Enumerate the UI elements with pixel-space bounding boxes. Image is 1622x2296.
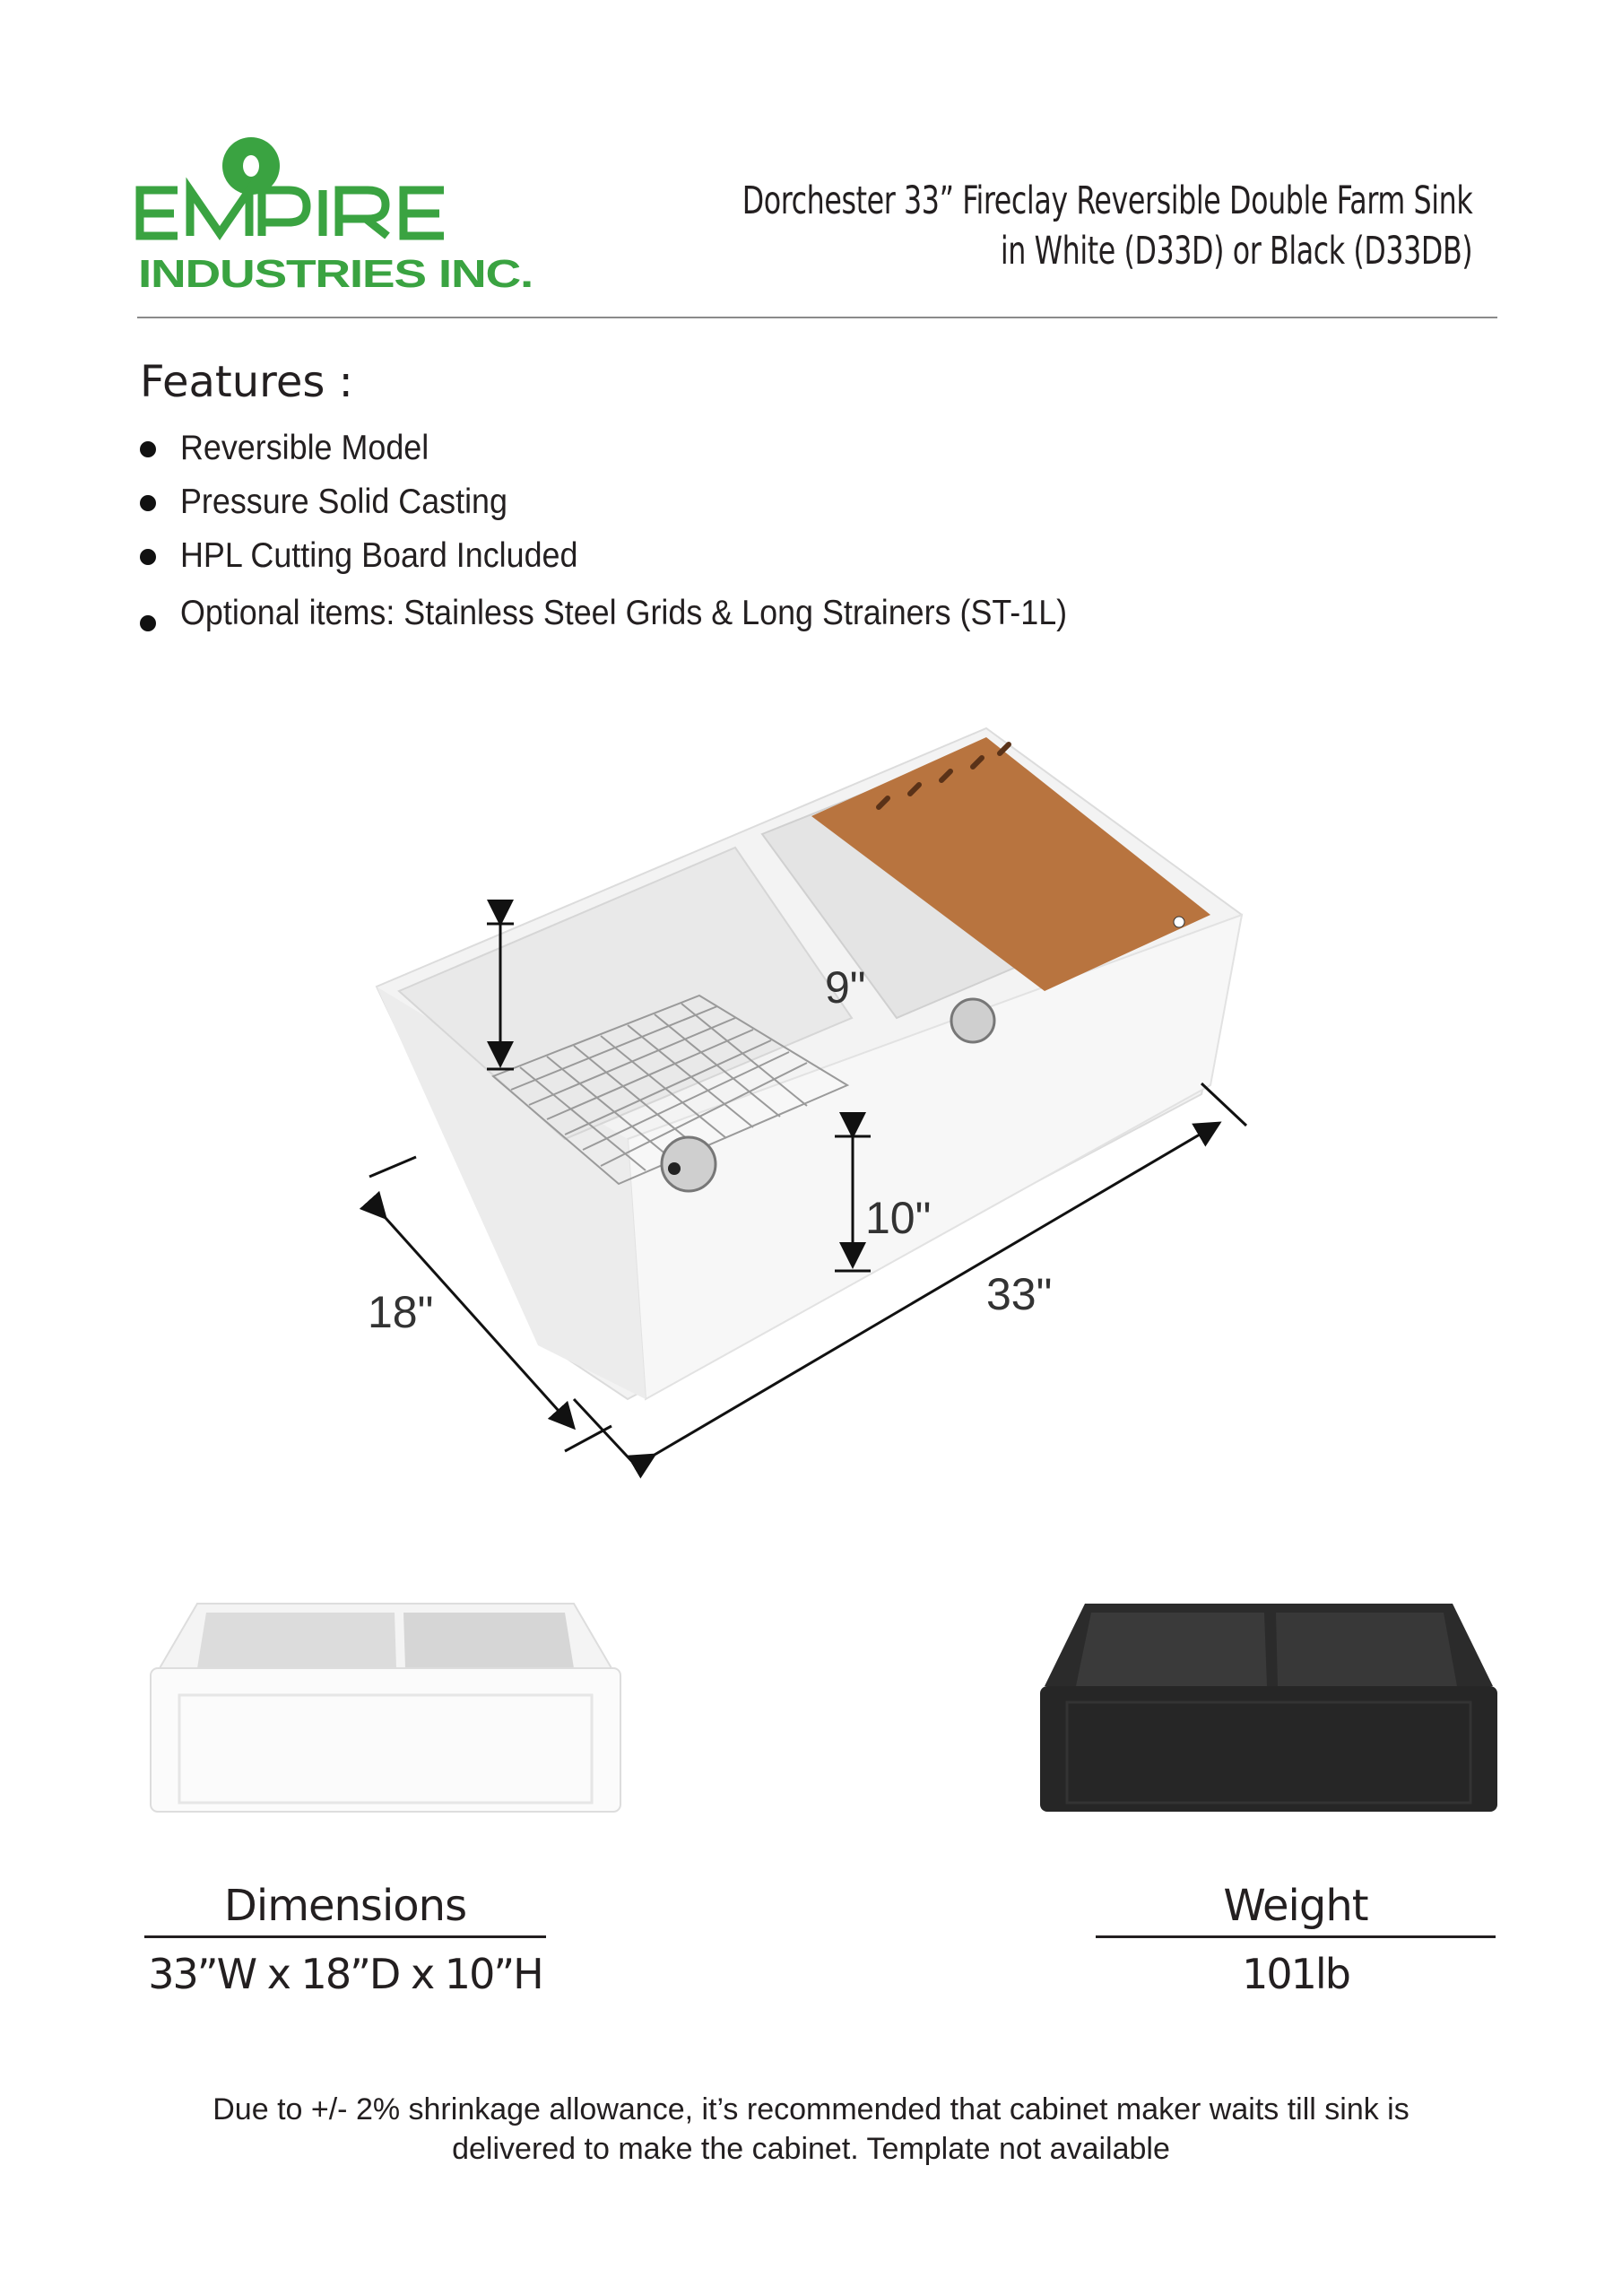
- feature-item: Reversible Model: [134, 422, 1144, 475]
- dimension-18-label: 18": [368, 1287, 434, 1337]
- feature-item: Optional items: Stainless Steel Grids & Long Strainers (ST-1L): [134, 587, 1144, 640]
- title-line-2: in White (D33D) or Black (D33DB): [1000, 229, 1472, 274]
- feature-item: HPL Cutting Board Included: [134, 529, 1144, 587]
- features-heading: Features :: [140, 357, 353, 407]
- dimension-33-label: 33": [986, 1269, 1053, 1319]
- header-divider: [137, 317, 1497, 318]
- bullet-icon: [140, 615, 156, 631]
- bullet-icon: [140, 441, 156, 457]
- title-line-1: Dorchester 33” Fireclay Reversible Double Farm Sink: [742, 178, 1472, 223]
- features-list: [134, 422, 1144, 640]
- footer-note: [0, 2090, 1622, 2169]
- footer-line-1: Due to +/- 2% shrinkage allowance, it’s recommended that cabinet maker waits till sink is: [213, 2092, 1409, 2126]
- dimensions-value: 33”W x 18”D x 10”H: [148, 1950, 542, 1998]
- empire-logo: [134, 135, 538, 296]
- sink-dimension-diagram: [359, 718, 1300, 1480]
- dimensions-label: Dimensions: [223, 1881, 467, 1931]
- dimension-10-label: 10": [865, 1193, 932, 1243]
- feature-item: Pressure Solid Casting: [134, 475, 1144, 529]
- svg-text:INDUSTRIES INC.: INDUSTRIES INC.: [138, 252, 533, 296]
- footer-line-2: delivered to make the cabinet. Template not available: [452, 2132, 1170, 2166]
- weight-spec: [1094, 1876, 1497, 2010]
- weight-value: 101lb: [1242, 1950, 1349, 1998]
- weight-label: Weight: [1223, 1881, 1368, 1931]
- white-sink-image: [143, 1596, 628, 1821]
- bullet-icon: [140, 495, 156, 511]
- dimension-9-label: 9": [825, 962, 866, 1013]
- product-title: [742, 176, 1472, 276]
- bullet-icon: [140, 549, 156, 565]
- black-sink-image: [1036, 1596, 1502, 1821]
- dimensions-spec: [143, 1876, 547, 2010]
